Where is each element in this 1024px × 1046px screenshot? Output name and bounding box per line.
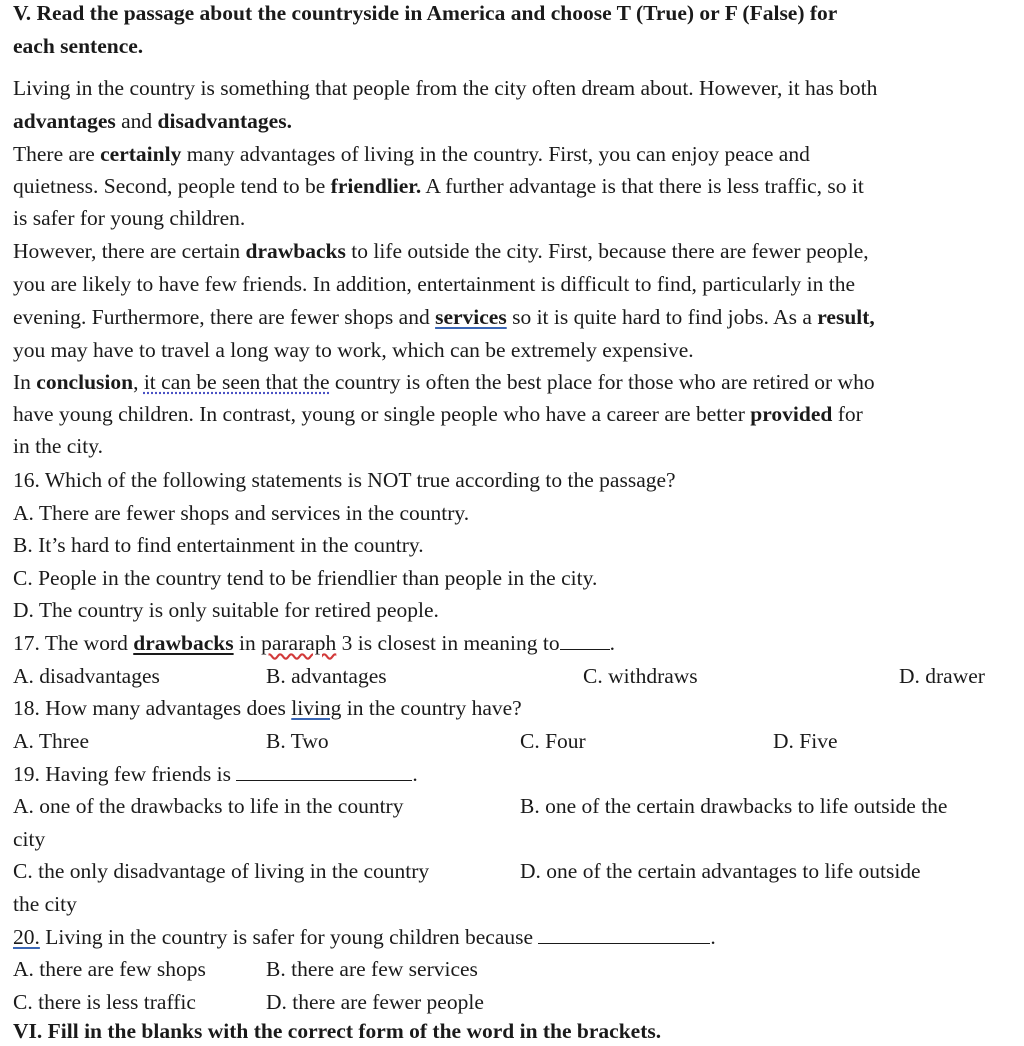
question-16: 16. Which of the following statements is NOT true according to the passage? (13, 468, 676, 492)
q16-option-a: A. There are fewer shops and services in the country. (13, 501, 470, 525)
q19-option-d-continued: the city (13, 892, 77, 916)
answer-blank (560, 629, 610, 650)
passage-p1-line-2: advantages and disadvantages. (13, 109, 292, 133)
passage-p3-line-4: you may have to travel a long way to work, which can be extremely expensive. (13, 338, 694, 362)
q20-option-c: C. there is less traffic (13, 990, 196, 1014)
q17-options (13, 661, 1013, 691)
q20-option-d: D. there are fewer people (266, 990, 484, 1014)
q19-options-row-1 (13, 791, 1013, 821)
question-20: 20. Living in the country is safer for young children because . (13, 925, 716, 949)
passage-p3-line-3: evening. Furthermore, there are fewer shops and services so it is quite hard to find jobs. As a result, (13, 305, 875, 329)
q16-option-d: D. The country is only suitable for retired people. (13, 598, 439, 622)
spelling-error-pararaph: pararaph (261, 631, 337, 655)
q19-option-a: A. one of the drawbacks to life in the country (13, 794, 404, 818)
q20-option-a: A. there are few shops (13, 957, 206, 981)
underlined-word-living: living (291, 696, 342, 720)
q19-option-b-continued: city (13, 827, 46, 851)
passage-p2-line-1: There are certainly many advantages of living in the country. First, you can enjoy peace and (13, 142, 810, 166)
section-heading-line-1: V. Read the passage about the countryside in America and choose T (True) or F (False) for (13, 1, 838, 25)
grammar-flag-dotted: it can be seen that the (143, 370, 330, 394)
q19-option-c: C. the only disadvantage of living in the country (13, 859, 430, 883)
question-number-20: 20. (13, 925, 40, 949)
passage-p3-line-1: However, there are certain drawbacks to life outside the city. First, because there are fewer people, (13, 239, 869, 263)
q16-option-c: C. People in the country tend to be friendlier than people in the city. (13, 566, 598, 590)
q18-option-a: A. Three (13, 729, 90, 753)
question-18: 18. How many advantages does living in the country have? (13, 696, 522, 720)
q19-option-d: D. one of the certain advantages to life outside (520, 859, 921, 883)
question-19: 19. Having few friends is . (13, 762, 418, 786)
q20-option-b: B. there are few services (266, 957, 478, 981)
q17-option-a: A. disadvantages (13, 664, 160, 688)
underlined-word-drawbacks: drawbacks (133, 631, 234, 655)
underlined-word-services: services (435, 305, 507, 329)
answer-blank (236, 760, 412, 781)
passage-p2-line-3: is safer for young children. (13, 206, 246, 230)
q17-option-d: D. drawer (899, 664, 985, 688)
q18-option-d: D. Five (773, 729, 838, 753)
q17-option-c: C. withdraws (583, 664, 698, 688)
passage-p1-line-1: Living in the country is something that people from the city often dream about. However, it has both (13, 76, 878, 100)
q20-options-row-2 (13, 987, 1013, 1017)
next-section-heading-partial: VI. Fill in the blanks with the correct form of the word in the brackets. (13, 1019, 662, 1043)
question-17: 17. The word drawbacks in pararaph 3 is closest in meaning to . (13, 631, 616, 655)
answer-blank (538, 923, 710, 944)
q17-option-b: B. advantages (266, 664, 387, 688)
q16-option-b: B. It’s hard to find entertainment in the country. (13, 533, 424, 557)
passage-p2-line-2: quietness. Second, people tend to be friendlier. A further advantage is that there is less traffic, so it (13, 174, 864, 198)
passage-p4-line-1: In conclusion, it can be seen that the country is often the best place for those who are retired or who (13, 370, 875, 394)
passage-p4-line-3: in the city. (13, 434, 103, 458)
q20-options-row-1 (13, 954, 1013, 984)
q19-options-row-2 (13, 856, 1013, 886)
q18-options (13, 726, 1013, 756)
q19-option-b: B. one of the certain drawbacks to life outside the (520, 794, 948, 818)
passage-p4-line-2: have young children. In contrast, young or single people who have a career are better provided for (13, 402, 863, 426)
passage-p3-line-2: you are likely to have few friends. In addition, entertainment is difficult to find, particularly in the (13, 272, 856, 296)
q18-option-c: C. Four (520, 729, 586, 753)
section-heading-line-2: each sentence. (13, 34, 144, 58)
q18-option-b: B. Two (266, 729, 329, 753)
